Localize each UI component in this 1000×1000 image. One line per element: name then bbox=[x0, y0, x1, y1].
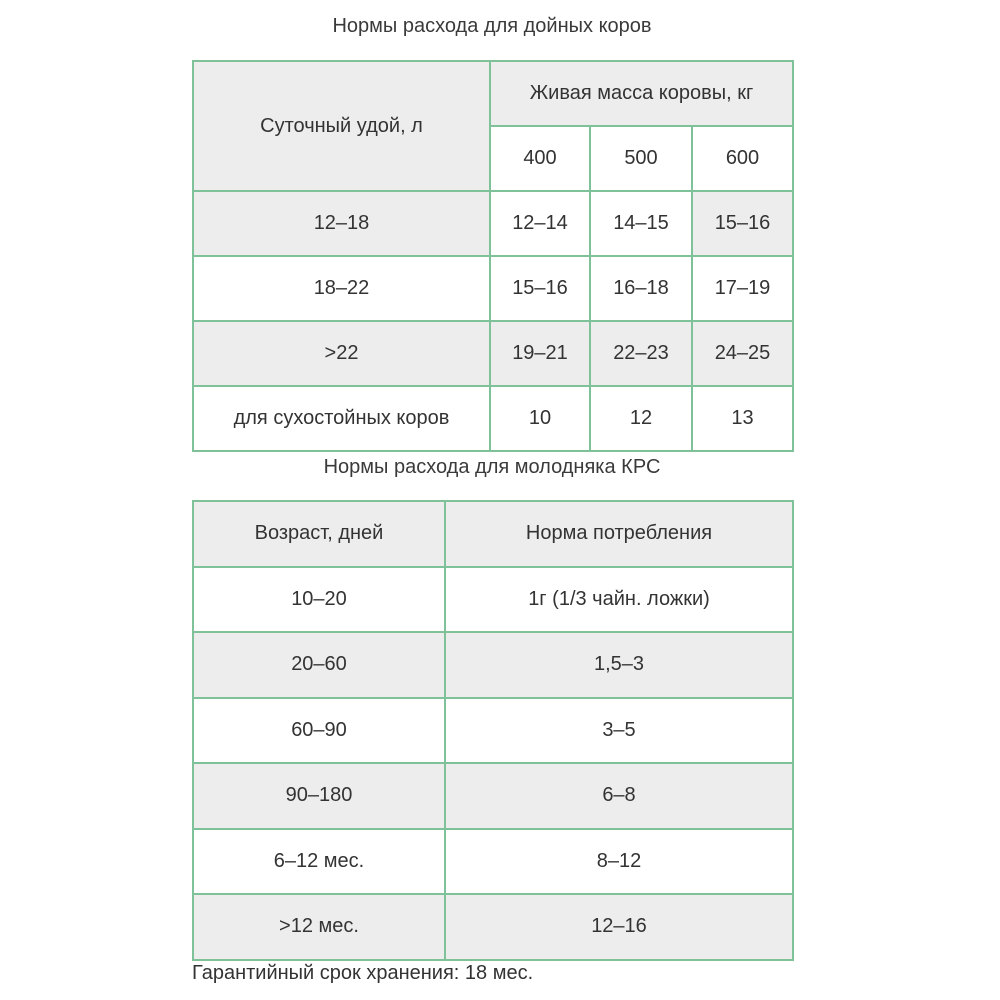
yield-cell: 18–22 bbox=[193, 256, 490, 321]
norm-cell: 1г (1/3 чайн. ложки) bbox=[445, 567, 793, 633]
age-header: Возраст, дней bbox=[193, 501, 445, 567]
yield-cell: >22 bbox=[193, 321, 490, 386]
table-header-row bbox=[193, 61, 793, 126]
live-mass-header: Живая масса коровы, кг bbox=[490, 61, 793, 126]
yield-cell: 12–18 bbox=[193, 191, 490, 256]
young-cattle-table-caption: Нормы расхода для молодняка КРС bbox=[323, 456, 661, 478]
age-cell: 10–20 bbox=[193, 567, 445, 633]
value-cell: 16–18 bbox=[590, 256, 692, 321]
mass-column-header: 400 bbox=[490, 126, 590, 191]
norm-cell: 6–8 bbox=[445, 763, 793, 829]
table-row bbox=[193, 632, 793, 698]
table-row bbox=[193, 567, 793, 633]
age-cell: 20–60 bbox=[193, 632, 445, 698]
dairy-table-caption: Нормы расхода для дойных коров bbox=[332, 15, 652, 37]
norm-cell: 1,5–3 bbox=[445, 632, 793, 698]
shelf-life-note: Гарантийный срок хранения: 18 мес. bbox=[192, 962, 534, 984]
value-cell: 14–15 bbox=[590, 191, 692, 256]
value-cell: 12 bbox=[590, 386, 692, 451]
age-cell: 6–12 мес. bbox=[193, 829, 445, 895]
age-cell: >12 мес. bbox=[193, 894, 445, 960]
value-cell: 15–16 bbox=[490, 256, 590, 321]
value-cell: 24–25 bbox=[692, 321, 793, 386]
value-cell: 22–23 bbox=[590, 321, 692, 386]
young-cattle-table bbox=[192, 500, 794, 961]
norm-header: Норма потребления bbox=[445, 501, 793, 567]
yield-cell: для сухостойных коров bbox=[193, 386, 490, 451]
value-cell: 17–19 bbox=[692, 256, 793, 321]
age-cell: 60–90 bbox=[193, 698, 445, 764]
dairy-cows-table bbox=[192, 60, 794, 452]
table-row bbox=[193, 191, 793, 256]
norm-cell: 3–5 bbox=[445, 698, 793, 764]
mass-column-header: 600 bbox=[692, 126, 793, 191]
value-cell: 12–14 bbox=[490, 191, 590, 256]
daily-yield-header: Суточный удой, л bbox=[193, 61, 490, 191]
table-header-row bbox=[193, 501, 793, 567]
table-row bbox=[193, 894, 793, 960]
table-row bbox=[193, 829, 793, 895]
norm-cell: 8–12 bbox=[445, 829, 793, 895]
table-row bbox=[193, 386, 793, 451]
table-row bbox=[193, 698, 793, 764]
table-row bbox=[193, 256, 793, 321]
mass-column-header: 500 bbox=[590, 126, 692, 191]
table-row bbox=[193, 763, 793, 829]
table-row bbox=[193, 321, 793, 386]
value-cell: 13 bbox=[692, 386, 793, 451]
age-cell: 90–180 bbox=[193, 763, 445, 829]
value-cell: 10 bbox=[490, 386, 590, 451]
value-cell: 19–21 bbox=[490, 321, 590, 386]
norm-cell: 12–16 bbox=[445, 894, 793, 960]
value-cell: 15–16 bbox=[692, 191, 793, 256]
